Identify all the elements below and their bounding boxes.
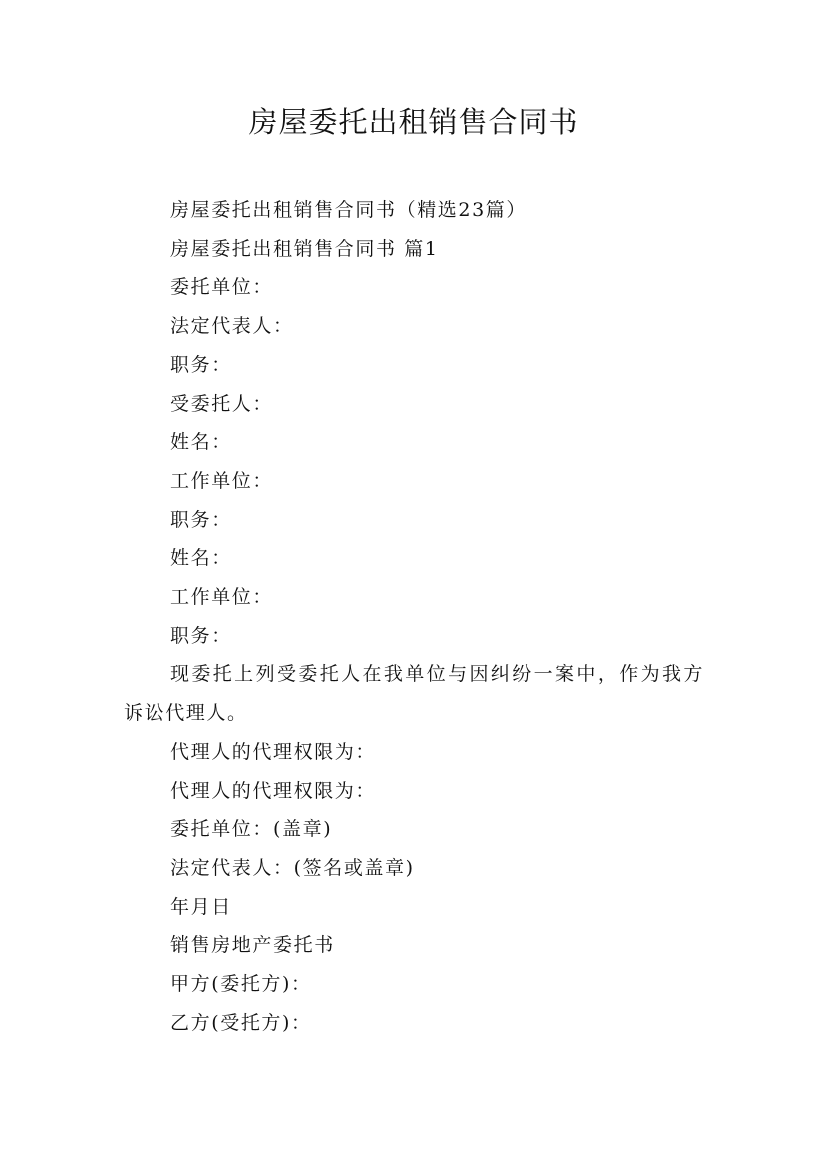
paragraph-trustee: 受委托人： — [170, 392, 274, 415]
paragraph-representative-signature: 法定代表人：(签名或盖章) — [170, 856, 415, 879]
paragraph-name: 姓名： — [170, 431, 232, 454]
paragraph-unit-seal: 委托单位：(盖章) — [170, 818, 333, 841]
paragraph-party-b: 乙方(受托方)： — [170, 1011, 312, 1034]
paragraph-sales-heading: 销售房地产委托书 — [170, 934, 335, 957]
document-title: 房屋委托出租销售合同书 — [248, 105, 579, 139]
paragraph-section-heading: 房屋委托出租销售合同书 篇1 — [170, 237, 439, 260]
paragraph-position: 职务： — [170, 508, 232, 531]
paragraph-agent-authority: 代理人的代理权限为： — [170, 740, 377, 763]
paragraph-position: 职务： — [170, 353, 232, 376]
paragraph-date: 年月日 — [170, 895, 232, 918]
paragraph-subtitle: 房屋委托出租销售合同书（精选23篇） — [170, 199, 527, 221]
paragraph-work-unit: 工作单位： — [170, 586, 274, 609]
paragraph-agent-authority: 代理人的代理权限为： — [170, 779, 377, 802]
paragraph-entrustment-statement: 现委托上列受委托人在我单位与因纠纷一案中，作为我方诉讼代理人。 — [124, 663, 704, 725]
paragraph-name: 姓名： — [170, 547, 232, 570]
paragraph-position: 职务： — [170, 624, 232, 647]
paragraph-work-unit: 工作单位： — [170, 469, 274, 492]
paragraph-party-a: 甲方(委托方)： — [170, 973, 312, 996]
paragraph-entrusting-unit: 委托单位： — [170, 276, 274, 299]
paragraph-legal-representative: 法定代表人： — [170, 315, 294, 338]
document-body — [124, 191, 704, 1042]
